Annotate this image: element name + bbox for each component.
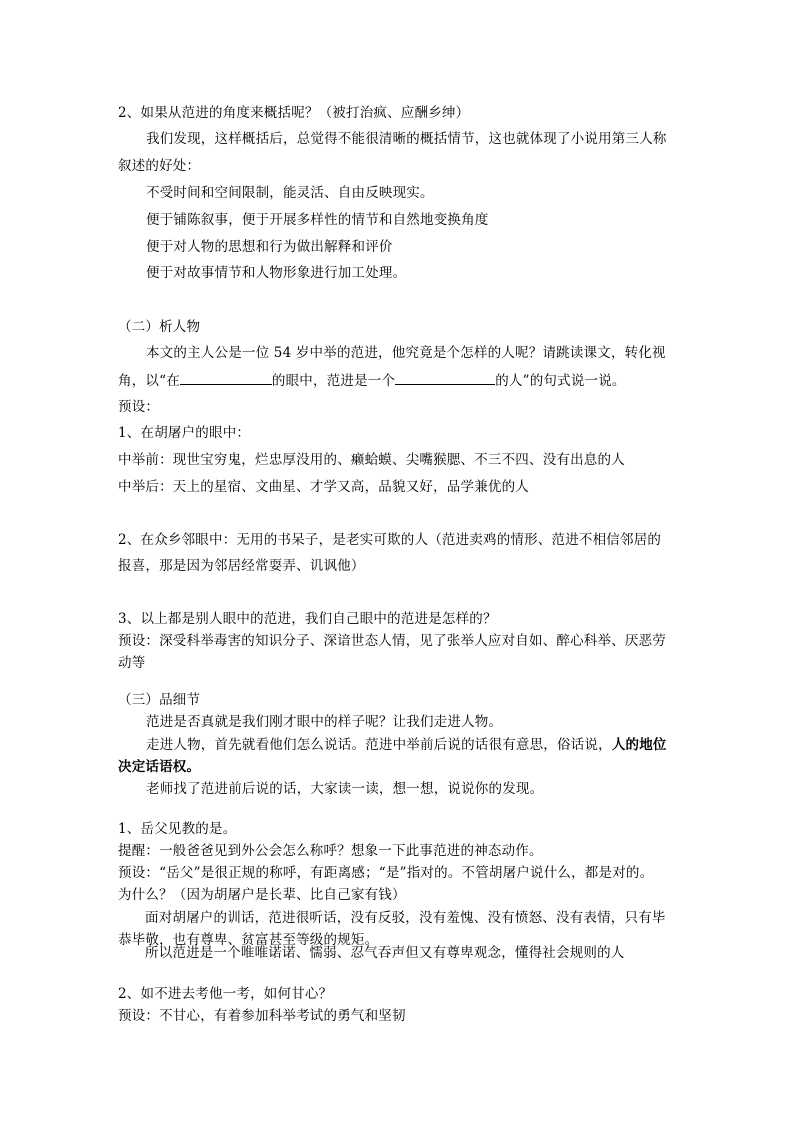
preset-text: 预设：深受科举毒害的知识分子、深谙世态人情，见了张举人应对自如、醉心科举、厌恶劳 bbox=[118, 633, 666, 649]
benefit-item: 不受时间和空间限制，能灵活、自由反映现实。 bbox=[146, 185, 434, 201]
paragraph-line: 我们发现，这样概括后，总觉得不能很清晰的概括情节，这也就体现了小说用第三人称 bbox=[146, 131, 667, 147]
list-item: 2、在众乡邻眼中：无用的书呆子，是老实可欺的人（范进卖鸡的情形、范进不相信邻居的 bbox=[118, 532, 662, 548]
preset-text: 为什么？（因为胡屠户是长辈、比自己家有钱） bbox=[118, 887, 406, 903]
list-item: 3、以上都是别人眼中的范进，我们自己眼中的范进是怎样的？ bbox=[118, 611, 497, 627]
benefit-item: 便于对故事情节和人物形象进行加工处理。 bbox=[146, 265, 407, 281]
list-item: 1、在胡屠户的眼中： bbox=[118, 425, 251, 441]
list-item: 1、岳父见教的是。 bbox=[118, 821, 237, 837]
paragraph-line: 面对胡屠户的训话，范进很听话，没有反驳，没有羞愧、没有愤怒、没有表情，只有毕 bbox=[145, 910, 666, 926]
text-segment: 角，以“在 bbox=[118, 373, 180, 389]
paragraph-line: 范进是否真就是我们刚才眼中的样子呢？让我们走进人物。 bbox=[146, 714, 503, 730]
benefit-item: 便于对人物的思想和行为做出解释和评价 bbox=[146, 239, 393, 255]
list-item: 报喜，那是因为邻居经常耍弄、讥讽他） bbox=[118, 558, 365, 574]
preset-text: 预设：“岳父”是很正规的称呼，有距离感；“是”指对的。不管胡屠户说什么，都是对的。 bbox=[118, 865, 654, 881]
preset-text: 动等 bbox=[118, 655, 146, 671]
hint-text: 提醒：一般爸爸见到外公会怎么称呼？想象一下此事范进的神态动作。 bbox=[118, 843, 543, 859]
fill-blank bbox=[395, 371, 495, 385]
list-item: 2、如不进去考他一考，如何甘心？ bbox=[118, 986, 333, 1002]
preset-text: 预设：不甘心，有着参加科举考试的勇气和坚韧 bbox=[118, 1008, 406, 1024]
fill-blank bbox=[180, 371, 272, 385]
paragraph-line: 老师找了范进前后说的话，大家读一读，想一想，说说你的发现。 bbox=[146, 781, 544, 797]
paragraph-line: 恭毕敬，也有尊卑、贫富甚至等级的规矩。 bbox=[118, 932, 379, 948]
list-item: 中举前：现世宝穷鬼，烂忠厚没用的、癞蛤蟆、尖嘴猴腮、不三不四、没有出息的人 bbox=[118, 452, 625, 468]
section-heading: （三）品细节 bbox=[118, 692, 201, 708]
text-segment: 的眼中，范进是一个 bbox=[271, 373, 396, 389]
paragraph-line bbox=[118, 371, 626, 390]
list-item: 中举后：天上的星宿、文曲星、才学又高，品貌又好，品学兼优的人 bbox=[118, 479, 529, 495]
conclusion-text: 所以范进是一个唯唯诺诺、懦弱、忍气吞声但又有尊卑观念，懂得社会规则的人 bbox=[145, 945, 625, 961]
bold-text: 决定话语权。 bbox=[118, 759, 201, 775]
question-2: 2、如果从范进的角度来概括呢？（被打治疯、应酬乡绅） bbox=[118, 105, 470, 121]
section-heading: （二）析人物 bbox=[118, 319, 201, 335]
benefit-item: 便于铺陈叙事，便于开展多样性的情节和自然地变换角度 bbox=[146, 212, 489, 228]
paragraph-line bbox=[146, 736, 667, 754]
text-segment: 走进人物，首先就看他们怎么说话。范进中举前后说的话很有意思，俗话说， bbox=[146, 737, 612, 753]
paragraph-line: 叙述的好处： bbox=[118, 158, 201, 174]
paragraph-line: 本文的主人公是一位 54 岁中举的范进，他究竟是个怎样的人呢？请跳读课文，转化视 bbox=[146, 345, 666, 361]
text-segment: 的人”的句式说一说。 bbox=[495, 373, 626, 389]
preset-label: 预设： bbox=[118, 399, 160, 415]
bold-text: 人的地位 bbox=[611, 737, 667, 753]
